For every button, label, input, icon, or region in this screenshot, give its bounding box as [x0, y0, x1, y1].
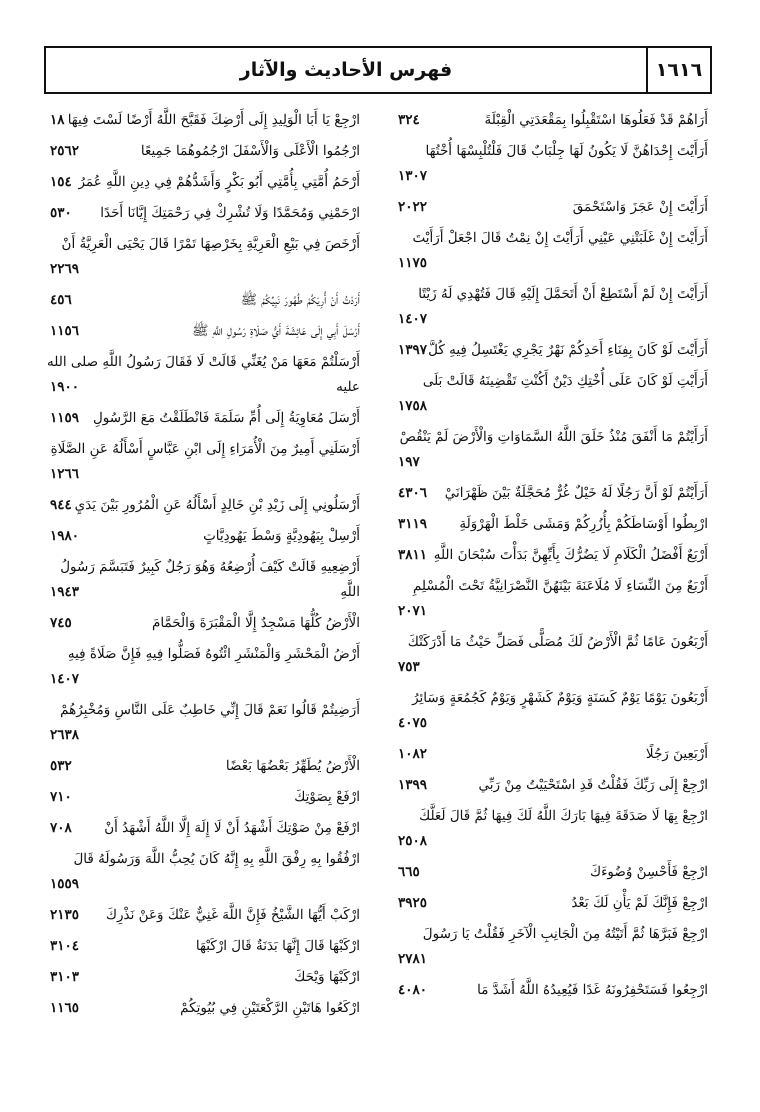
- index-entry: [44, 996, 360, 1021]
- index-entry: [44, 698, 360, 748]
- entry-text: ارْجِعْ فَإِنَّكَ لَمْ يَأْنِ لَكَ بَعْدُ: [571, 895, 708, 911]
- entry-text: أَرْسَلَنِي أَمِيرٌ مِنَ الْأُمَرَاءِ إِلَى ابْنِ عَبَّاسٍ أَسْأَلُهُ عَنِ الصَّلَاةِ: [50, 441, 360, 457]
- entry-number: ٥٣٠: [50, 205, 72, 221]
- index-entry: [392, 891, 708, 916]
- index-entry: [392, 195, 708, 220]
- index-entry: [44, 847, 360, 897]
- entry-text: أَرَدْتُ أَنْ أُرِيَكُمْ طُهُورَ نَبِيِّكُمْ ﷺ: [240, 292, 360, 308]
- index-entry: [44, 232, 360, 282]
- entry-number: ٢٧٨١: [398, 951, 428, 967]
- entry-number: ٥٣٢: [50, 758, 72, 774]
- entry-text: ارْجِعْ فَبَرَّهَا ثُمَّ أَتَيْتُهُ مِنَ الْجَانِبِ الْآخَرِ فَقُلْتُ يَا رَسُولَ: [422, 926, 708, 942]
- index-entry: [392, 338, 708, 363]
- index-entry: [392, 630, 708, 680]
- entry-number: ٢٥٦٢: [50, 143, 80, 159]
- entry-number: ١٩٨٠: [50, 528, 80, 544]
- entry-text: أَرَأَيْتَ إِحْدَاهُنَّ لَا يَكُونُ لَهَا جِلْبَابٌ قَالَ فَلْتُلْبِسْهَا أُخْتُهَا: [425, 143, 708, 159]
- index-entry: [44, 611, 360, 636]
- entry-text: أَرَأَيْتَ إِنْ غَلَبَتْنِي عَيْنِي أَرَأَيْتَ إِنْ نِمْتُ قَالَ اجْعَلْ أَرَأَيْتَ: [412, 230, 708, 246]
- index-entry: [44, 406, 360, 431]
- entry-number: ٣١١٩: [398, 516, 428, 532]
- index-entry: [44, 903, 360, 928]
- entry-text: أَرْبَعُونَ عَامًا ثُمَّ الْأَرْضُ لَكَ مُصَلًّى فَصَلِّ حَيْثُ مَا أَدْرَكَتْكَ: [407, 634, 708, 650]
- entry-text: أَرَاهُمْ قَدْ فَعَلُوهَا اسْتَقْبِلُوا بِمَقْعَدَتِي الْقِبْلَةَ: [484, 112, 708, 128]
- index-entry: [392, 860, 708, 885]
- entry-number: ٣٨١١: [398, 547, 428, 563]
- index-entry: [44, 642, 360, 692]
- left-column: [44, 108, 360, 1088]
- index-entry: [392, 512, 708, 537]
- entry-number: ١٤٠٧: [398, 311, 428, 327]
- entry-text: ارْفُقُوا بِهِ رِفْقَ اللَّهِ بِهِ إِنَّهُ كَانَ يُحِبُّ اللَّهَ وَرَسُولَهُ قَالَ: [73, 851, 360, 867]
- index-entry: [44, 319, 360, 344]
- entry-number: ٣٩٢٥: [398, 895, 428, 911]
- entry-text: أَرْسَلَ مُعَاوِيَةُ إِلَى أُمِّ سَلَمَةَ فَانْطَلَقْتُ مَعَ الرَّسُولِ: [92, 410, 360, 426]
- entry-text: ارْكَبْهَا وَيْحَكَ: [294, 969, 360, 985]
- page-title: فهرس الأحاديث والآثار: [239, 59, 453, 81]
- index-entry: [44, 170, 360, 195]
- entry-number: ٢٠٢٢: [398, 199, 428, 215]
- entry-number: ٢٠٧١: [398, 603, 428, 619]
- entry-text: أَرَأَيْتُمْ مَا أَنْفَقَ مُنْذُ خَلَقَ اللَّهُ السَّمَاوَاتِ وَالْأَرْضَ لَمْ يَنْقُصْ: [399, 429, 708, 445]
- index-entry: [44, 288, 360, 313]
- entry-text: أَرْسِلْ بِيَهُودِيَّةٍ وَسْطَ يَهُودِيَّاتٍ: [203, 528, 360, 544]
- entry-text: أَرْسَلَ أَبِي إِلَى عَائِشَةَ أَيُّ صَلَاةِ رَسُولِ اللَّهِ ﷺ: [192, 323, 360, 339]
- entry-number: ١١٥٩: [50, 410, 80, 426]
- entry-text: أَرْسَلْتُمْ مَعَهَا مَنْ يُغَنِّي قَالَتْ لَا فَقَالَ رَسُولُ اللَّهِ صلى الله عليه: [47, 354, 360, 395]
- entry-text: ارْجِعُوا فَسَتَحْفِرُونَهُ غَدًا فَيُعِيدُهُ اللَّهُ أَشَدَّ مَا: [477, 982, 708, 998]
- entry-text: أَرَأَيْتَ إِنْ عَجَزَ وَاسْتَحْمَقَ: [572, 199, 708, 215]
- entry-number: ١٨: [50, 112, 65, 128]
- entry-number: ٤٠٨٠: [398, 982, 428, 998]
- entry-number: ١٥٤: [50, 174, 72, 190]
- index-entry: [392, 282, 708, 332]
- entry-number: ٦٦٥: [398, 864, 420, 880]
- entry-number: ١٣٩٩: [398, 777, 428, 793]
- index-entry: [392, 773, 708, 798]
- index-entry: [44, 785, 360, 810]
- entry-text: أَرْحَمُ أُمَّتِي بِأُمَّتِي أَبُو بَكْرٍ وَأَشَدُّهُمْ فِي دِينِ اللَّهِ عُمَرُ: [78, 174, 360, 190]
- right-column: [392, 108, 708, 1088]
- page-header: [44, 46, 712, 94]
- index-entry: [44, 139, 360, 164]
- entry-text: أَرْضُ الْمَحْشَرِ وَالْمَنْشَرِ ائْتُوهُ فَصَلُّوا فِيهِ فَإِنَّ صَلَاةً فِيهِ: [67, 646, 360, 662]
- index-entry: [392, 742, 708, 767]
- entry-number: ١٧٥٨: [398, 398, 428, 414]
- entry-text: ارْجُمُوا الْأَعْلَى وَالْأَسْفَلَ ارْجُمُوهُمَا جَمِيعًا: [140, 143, 360, 159]
- index-entry: [392, 481, 708, 506]
- entry-text: أَرَضِيتُمْ قَالُوا نَعَمْ قَالَ إِنِّي خَاطِبٌ عَلَى النَّاسِ وَمُخْبِرُهُمْ: [60, 702, 360, 718]
- entry-text: الْأَرْضُ يُطَهِّرُ بَعْضُهَا بَعْضًا: [225, 758, 360, 774]
- entry-text: أَرَأَيْتُمْ لَوْ أَنَّ رَجُلًا لَهُ خَيْلٌ غُرٌّ مُحَجَّلَةٌ بَيْنَ ظَهْرَانَيْ: [444, 485, 708, 501]
- entry-number: ٢١٣٥: [50, 907, 80, 923]
- page-number: ١٦١٦: [655, 59, 703, 81]
- index-entry: [392, 804, 708, 854]
- entry-text: أَرَأَيْتَ إِنْ لَمْ أَسْتَطِعْ أَنْ أَتَحَمَّلَ إِلَيْهِ قَالَ فَتُهْدِي لَهُ زَيْتًا: [418, 286, 708, 302]
- index-entry: [392, 108, 708, 133]
- entry-number: ٣١٠٣: [50, 969, 80, 985]
- index-entry: [392, 574, 708, 624]
- entry-text: ارْجِعْ بِهَا لَا صَدَقَةَ فِيهَا بَارَكَ اللَّهُ لَكَ فِيهَا ثُمَّ قَالَ لَعَلَّكَ: [419, 808, 708, 824]
- entry-number: ١١٧٥: [398, 255, 428, 271]
- index-entry: [392, 369, 708, 419]
- index-entry: [44, 965, 360, 990]
- entry-number: ١٤٠٧: [50, 671, 80, 687]
- entry-text: ارْجِعْ فَأَحْسِنْ وُضُوءَكَ: [589, 864, 708, 880]
- entry-text: أَرْبَعِينَ رَجُلًا: [645, 746, 708, 762]
- index-entry: [392, 978, 708, 1003]
- entry-text: ارْحَمْنِي وَمُحَمَّدًا وَلَا تُشْرِكْ فِي رَحْمَتِكَ إِيَّانَا أَحَدًا: [100, 205, 360, 221]
- entry-number: ١٩٠٠: [50, 379, 80, 395]
- entry-text: أَرْبَعٌ أَفْضَلُ الْكَلَامِ لَا يَضُرُّكَ بِأَيِّهِنَّ بَدَأْتَ سُبْحَانَ اللَّهِ: [433, 547, 708, 563]
- entry-number: ٤٣٠٦: [398, 485, 428, 501]
- entry-number: ١٠٨٢: [398, 746, 428, 762]
- entry-number: ٩٤٤: [50, 497, 72, 513]
- index-entry: [392, 425, 708, 475]
- entry-number: ١١٦٥: [50, 1000, 80, 1016]
- index-entry: [44, 201, 360, 226]
- entry-number: ٢٢٦٩: [50, 261, 80, 277]
- index-entry: [392, 922, 708, 972]
- entry-number: ١٥٥٩: [50, 876, 80, 892]
- entry-text: أَرْسَلُونِي إِلَى زَيْدِ بْنِ خَالِدٍ أَسْأَلُهُ عَنِ الْمُرُورِ بَيْنَ يَدَيِ: [74, 497, 360, 513]
- entry-number: ٧١٠: [50, 789, 72, 805]
- entry-number: ٣١٠٤: [50, 938, 80, 954]
- index-entry: [44, 524, 360, 549]
- entry-text: أَرَأَيْتَ لَوْ كَانَ بِفِنَاءِ أَحَدِكُمْ نَهْرٌ يَجْرِي يَغْتَسِلُ فِيهِ كُلَّ: [428, 342, 708, 358]
- entry-number: ٧٥٣: [398, 659, 420, 675]
- index-entry: [44, 555, 360, 605]
- entry-text: أَرْبَعٌ مِنَ النِّسَاءِ لَا مُلَاعَنَةَ بَيْنَهُنَّ النَّصْرَانِيَّةُ تَحْتَ الْمُسْلِمِ: [412, 578, 708, 594]
- entry-text: ارْجِعْ يَا أَبَا الْوَلِيدِ إِلَى أَرْضِكَ فَقَبَّحَ اللَّهُ أَرْضًا لَسْتَ فِيهَا: [67, 112, 360, 128]
- entry-text: ارْفَعْ مِنْ صَوْتِكَ أَشْهَدُ أَنْ لَا إِلَهَ إِلَّا اللَّهُ أَشْهَدُ أَنْ: [104, 820, 360, 836]
- entry-number: ٤٥٦: [50, 292, 72, 308]
- index-entry: [392, 686, 708, 736]
- entry-text: ارْكَعُوا هَاتَيْنِ الرَّكْعَتَيْنِ فِي بُيُوتِكُمْ: [180, 1000, 360, 1016]
- entry-text: أَرَأَيْتِ لَوْ كَانَ عَلَى أُخْتِكِ دَيْنٌ أَكُنْتِ تَقْضِينَهُ قَالَتْ بَلَى: [422, 373, 708, 389]
- index-entry: [44, 437, 360, 487]
- entry-number: ٤٠٧٥: [398, 715, 428, 731]
- entry-text: ارْجِعْ إِلَى رَبِّكَ فَقُلْتُ قَدِ اسْتَحْيَيْتُ مِنْ رَبِّي: [478, 777, 708, 793]
- entry-number: ١٩٤٣: [50, 584, 80, 600]
- index-entry: [44, 754, 360, 779]
- index-entry: [44, 934, 360, 959]
- index-entry: [44, 108, 360, 133]
- entry-number: ١٣٠٧: [398, 168, 428, 184]
- index-entry: [392, 543, 708, 568]
- index-entry: [392, 139, 708, 189]
- entry-text: ارْكَبْ أَيُّهَا الشَّيْخُ فَإِنَّ اللَّهَ غَنِيٌّ عَنْكَ وَعَنْ نَذْرِكَ: [105, 907, 360, 923]
- index-entry: [44, 493, 360, 518]
- entry-text: ارْفَعْ بِصَوْتِكَ: [294, 789, 360, 805]
- entry-number: ٢٦٣٨: [50, 727, 80, 743]
- entry-text: أَرْضِعِيهِ قَالَتْ كَيْفَ أُرْضِعُهُ وَهُوَ رَجُلٌ كَبِيرٌ فَتَبَسَّمَ رَسُولُ اللَّهِ: [60, 559, 360, 600]
- entry-number: ١٩٧: [398, 454, 420, 470]
- entry-number: ١١٥٦: [50, 323, 80, 339]
- index-entry: [44, 816, 360, 841]
- entry-text: الْأَرْضُ كُلُّهَا مَسْجِدٌ إِلَّا الْمَقْبَرَةَ وَالْحَمَّامَ: [152, 615, 360, 631]
- entry-text: أَرْخَصَ فِي بَيْعِ الْعَرِيَّةِ بِخَرْصِهَا تَمْرًا قَالَ يَحْيَى الْعَرِيَّةُ أَنْ: [61, 236, 360, 252]
- entry-text: ارْبِطُوا أَوْسَاطَكُمْ بِأُزُرِكُمْ وَمَشَى خَلْطَ الْهَرْوَلَةِ: [459, 516, 708, 532]
- entry-number: ٢٥٠٨: [398, 833, 428, 849]
- entry-number: ١٣٩٧: [398, 342, 428, 358]
- index-entry: [44, 350, 360, 400]
- entry-number: ٣٢٤: [398, 112, 420, 128]
- entry-text: ارْكَبْهَا قَالَ إِنَّهَا بَدَنَةٌ قَالَ ارْكَبْهَا: [195, 938, 360, 954]
- entry-text: أَرْبَعُونَ يَوْمًا يَوْمٌ كَسَنَةٍ وَيَوْمٌ كَشَهْرٍ وَيَوْمٌ كَجُمُعَةٍ وَسَائِرُ: [412, 690, 708, 706]
- index-entry: [392, 226, 708, 276]
- entry-number: ٧٠٨: [50, 820, 72, 836]
- entry-number: ٧٤٥: [50, 615, 72, 631]
- entry-number: ١٢٦٦: [50, 466, 80, 482]
